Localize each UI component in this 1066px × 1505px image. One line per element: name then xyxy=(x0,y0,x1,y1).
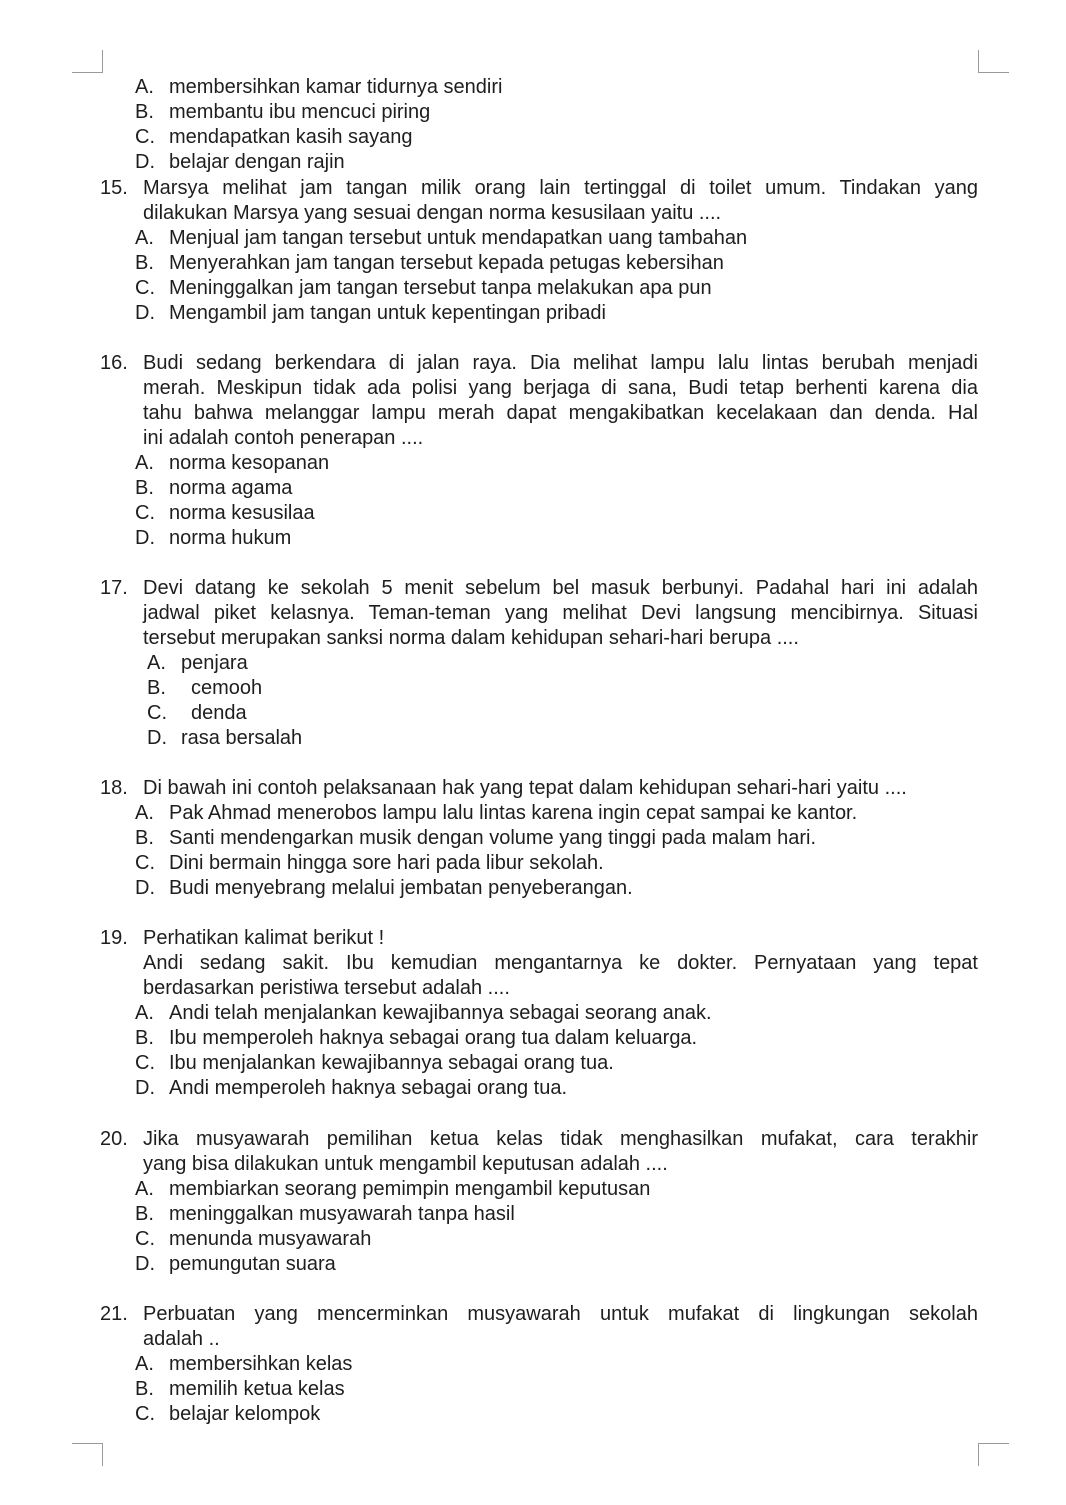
question-number: 17. xyxy=(100,577,128,599)
question-number: 20. xyxy=(100,1128,128,1150)
option-letter: B. xyxy=(135,477,154,499)
option-letter: A. xyxy=(135,452,154,474)
option-letter: C. xyxy=(135,126,155,148)
stem-line: dilakukan Marsya yang sesuai dengan norma kesusilaan yaitu .... xyxy=(143,202,722,224)
option-text: memilih ketua kelas xyxy=(169,1378,345,1400)
option-letter: A. xyxy=(135,1002,154,1024)
option-letter: C. xyxy=(135,277,155,299)
answer-option xyxy=(147,701,247,726)
answer-option xyxy=(135,851,604,876)
question-stem xyxy=(143,176,978,226)
option-text: menunda musyawarah xyxy=(169,1228,372,1250)
answer-option xyxy=(135,1227,371,1252)
answer-option xyxy=(135,1252,336,1277)
option-text: Dini bermain hingga sore hari pada libur sekolah. xyxy=(169,852,604,874)
option-text: pemungutan suara xyxy=(169,1253,336,1275)
option-text: Santi mendengarkan musik dengan volume yang tinggi pada malam hari. xyxy=(169,827,817,849)
option-text: belajar kelompok xyxy=(169,1403,321,1425)
option-text: Meninggalkan jam tangan tersebut tanpa melakukan apa pun xyxy=(169,277,712,299)
answer-option xyxy=(135,451,329,476)
question-stem xyxy=(143,776,978,801)
answer-option xyxy=(135,826,816,851)
answer-option xyxy=(135,276,712,301)
stem-line: Marsya melihat jam tangan milik orang lain tertinggal di toilet umum. Tindakan yang xyxy=(143,177,978,199)
answer-option xyxy=(135,1076,567,1101)
answer-option xyxy=(135,301,606,326)
option-text: membantu ibu mencuci piring xyxy=(169,101,431,123)
option-text: membiarkan seorang pemimpin mengambil keputusan xyxy=(169,1178,651,1200)
option-letter: B. xyxy=(135,1203,154,1225)
answer-option xyxy=(147,676,262,701)
option-text: membersihkan kamar tidurnya sendiri xyxy=(169,76,503,98)
stem-line: tersebut merupakan sanksi norma dalam kehidupan sehari-hari berupa .... xyxy=(143,627,799,649)
option-text: Ibu memperoleh haknya sebagai orang tua dalam keluarga. xyxy=(169,1027,698,1049)
option-text: Mengambil jam tangan untuk kepentingan pribadi xyxy=(169,302,606,324)
option-letter: C. xyxy=(147,702,167,724)
stem-line: Di bawah ini contoh pelaksanaan hak yang tepat dalam kehidupan sehari-hari yaitu .... xyxy=(143,777,907,799)
stem-line: ini adalah contoh penerapan .... xyxy=(143,427,424,449)
answer-option xyxy=(135,1352,352,1377)
stem-line: Perhatikan kalimat berikut ! xyxy=(143,927,385,949)
question-stem xyxy=(143,351,978,451)
crop-mark-bottom-right xyxy=(978,1443,1009,1466)
stem-line: berdasarkan peristiwa tersebut adalah .... xyxy=(143,977,510,999)
question-stem xyxy=(143,576,978,651)
option-letter: D. xyxy=(135,1077,155,1099)
answer-option xyxy=(135,100,430,125)
option-letter: C. xyxy=(135,1403,155,1425)
question-number: 16. xyxy=(100,352,128,374)
option-text: cemooh xyxy=(191,677,263,699)
question-number: 19. xyxy=(100,927,128,949)
crop-mark-top-right xyxy=(978,50,1009,73)
option-letter: D. xyxy=(135,527,155,549)
option-letter: B. xyxy=(135,827,154,849)
answer-option xyxy=(135,501,315,526)
stem-line: Perbuatan yang mencerminkan musyawarah untuk mufakat di lingkungan sekolah xyxy=(143,1303,978,1325)
answer-option xyxy=(147,726,302,751)
option-letter: B. xyxy=(135,101,154,123)
option-letter: C. xyxy=(135,1228,155,1250)
option-letter: A. xyxy=(135,1353,154,1375)
option-letter: D. xyxy=(135,877,155,899)
option-letter: D. xyxy=(147,727,167,749)
option-text: Andi memperoleh haknya sebagai orang tua. xyxy=(169,1077,568,1099)
option-text: belajar dengan rajin xyxy=(169,151,345,173)
answer-option xyxy=(135,1001,712,1026)
option-text: Andi telah menjalankan kewajibannya sebagai seorang anak. xyxy=(169,1002,712,1024)
stem-line: Devi datang ke sekolah 5 menit sebelum bel masuk berbunyi. Padahal hari ini adalah xyxy=(143,577,978,599)
option-text: penjara xyxy=(181,652,248,674)
answer-option xyxy=(135,125,413,150)
question-stem xyxy=(143,1127,978,1177)
stem-line: yang bisa dilakukan untuk mengambil keputusan adalah .... xyxy=(143,1153,668,1175)
question-number: 21. xyxy=(100,1303,128,1325)
option-letter: B. xyxy=(135,1378,154,1400)
stem-line: jadwal piket kelasnya. Teman-teman yang melihat Devi langsung mencibirnya. Situasi xyxy=(143,602,978,624)
option-letter: B. xyxy=(135,1027,154,1049)
option-text: Menjual jam tangan tersebut untuk mendapatkan uang tambahan xyxy=(169,227,748,249)
option-letter: A. xyxy=(135,1178,154,1200)
answer-option xyxy=(135,1402,320,1427)
option-letter: A. xyxy=(135,227,154,249)
answer-option xyxy=(135,1202,515,1227)
answer-option xyxy=(135,1377,345,1402)
option-letter: D. xyxy=(135,1253,155,1275)
question-stem xyxy=(143,1302,978,1352)
option-letter: B. xyxy=(147,677,166,699)
option-text: Menyerahkan jam tangan tersebut kepada petugas kebersihan xyxy=(169,252,724,274)
question-number: 18. xyxy=(100,777,128,799)
stem-line: Jika musyawarah pemilihan ketua kelas tidak menghasilkan mufakat, cara terakhir xyxy=(143,1128,978,1150)
crop-mark-bottom-left xyxy=(72,1443,103,1466)
option-letter: A. xyxy=(135,76,154,98)
answer-option xyxy=(135,226,747,251)
option-text: norma agama xyxy=(169,477,293,499)
option-text: mendapatkan kasih sayang xyxy=(169,126,413,148)
option-letter: C. xyxy=(135,1052,155,1074)
option-letter: A. xyxy=(147,652,166,674)
question-stem xyxy=(143,926,978,1001)
stem-line: tahu bahwa melanggar lampu merah dapat mengakibatkan kecelakaan dan denda. Hal xyxy=(143,402,978,424)
option-text: Ibu menjalankan kewajibannya sebagai orang tua. xyxy=(169,1052,614,1074)
option-text: denda xyxy=(191,702,247,724)
stem-line: merah. Meskipun tidak ada polisi yang berjaga di sana, Budi tetap berhenti karena dia xyxy=(143,377,978,399)
option-letter: C. xyxy=(135,502,155,524)
option-letter: D. xyxy=(135,302,155,324)
answer-option xyxy=(135,1177,650,1202)
option-text: norma kesopanan xyxy=(169,452,330,474)
option-text: norma hukum xyxy=(169,527,292,549)
option-text: meninggalkan musyawarah tanpa hasil xyxy=(169,1203,515,1225)
option-text: Pak Ahmad menerobos lampu lalu lintas karena ingin cepat sampai ke kantor. xyxy=(169,802,858,824)
crop-mark-top-left xyxy=(72,50,103,73)
answer-option xyxy=(147,651,248,676)
answer-option xyxy=(135,1051,614,1076)
answer-option xyxy=(135,75,502,100)
stem-line: Andi sedang sakit. Ibu kemudian mengantarnya ke dokter. Pernyataan yang tepat xyxy=(143,952,978,974)
answer-option xyxy=(135,251,724,276)
stem-line: Budi sedang berkendara di jalan raya. Dia melihat lampu lalu lintas berubah menjadi xyxy=(143,352,978,374)
option-letter: B. xyxy=(135,252,154,274)
option-text: membersihkan kelas xyxy=(169,1353,353,1375)
answer-option xyxy=(135,1026,697,1051)
answer-option xyxy=(135,801,857,826)
answer-option xyxy=(135,876,633,901)
option-letter: D. xyxy=(135,151,155,173)
option-text: Budi menyebrang melalui jembatan penyeberangan. xyxy=(169,877,633,899)
option-letter: C. xyxy=(135,852,155,874)
option-letter: A. xyxy=(135,802,154,824)
option-text: rasa bersalah xyxy=(181,727,303,749)
option-text: norma kesusilaa xyxy=(169,502,315,524)
answer-option xyxy=(135,476,292,501)
question-number: 15. xyxy=(100,177,128,199)
answer-option xyxy=(135,526,291,551)
answer-option xyxy=(135,150,345,175)
stem-line: adalah .. xyxy=(143,1328,220,1350)
